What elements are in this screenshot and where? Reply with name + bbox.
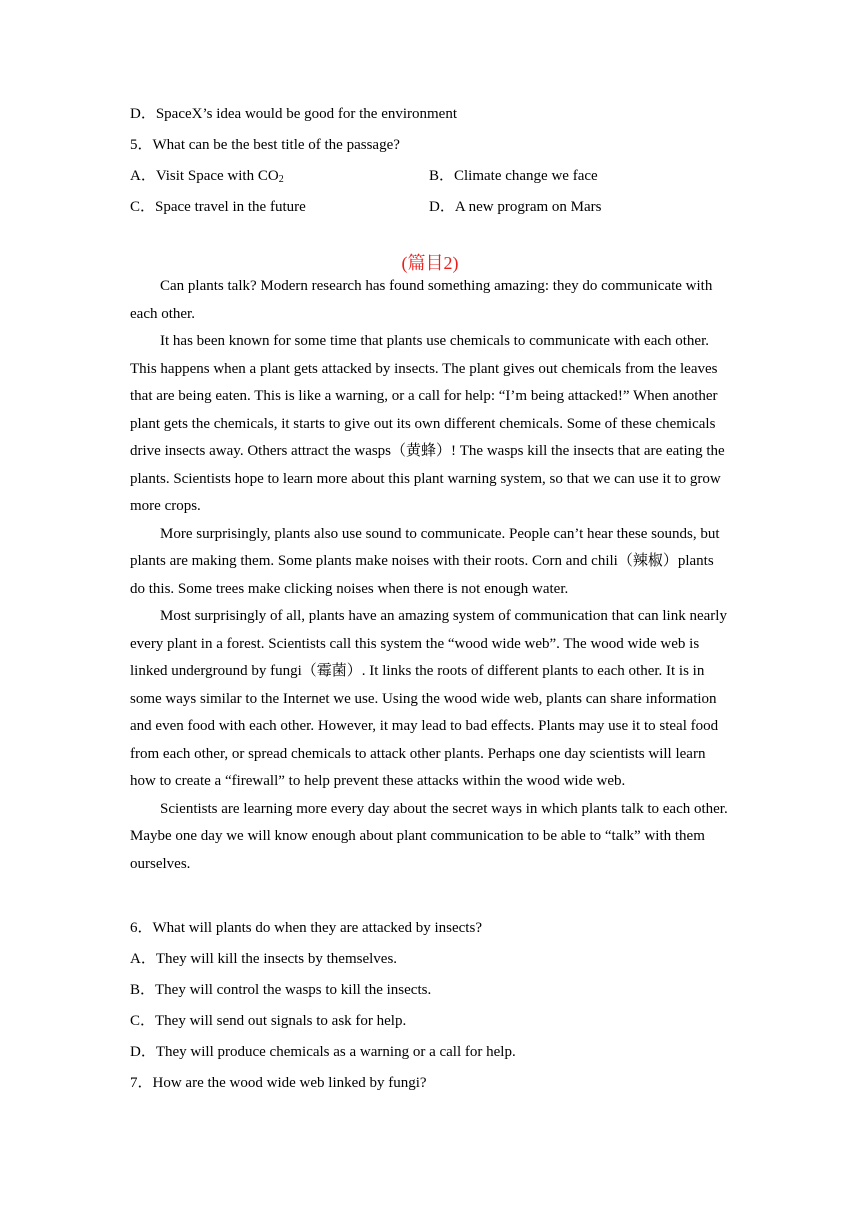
question-7-stem: 7．How are the wood wide web linked by fungi? <box>130 1075 427 1091</box>
question-5-stem: 5．What can be the best title of the passage? <box>130 137 400 153</box>
question-6-stem: 6．What will plants do when they are attacked by insects? <box>130 920 482 936</box>
question-5-option-a <box>130 163 284 191</box>
passage-paragraph: Can plants talk? Modern research has found something amazing: they do communicate with each other. <box>130 278 713 322</box>
prev-question-option-d: D．SpaceX’s idea would be good for the environment <box>130 106 458 122</box>
passage-paragraph: It has been known for some time that plants use chemicals to communicate with each other. This happens when a plant gets attacked by insects. The plant gives out chemicals from the leaves that are being eaten. This is like a warning, or a call for help: “I’m being attacked!” When another plant gets the chemicals, it starts to give out its own different chemicals. Some of these chemicals drive insects away. Others attract the wasps（黄蜂）! The wasps kill the insects that are eating the plants. Scientists hope to learn more about this plant warning system, so that we can use it to grow more crops. <box>130 333 725 514</box>
passage-paragraph: More surprisingly, plants also use sound to communicate. People can’t hear these sounds, but plants are making them. Some plants make noises with their roots. Corn and chili（辣椒）plants do this. Some trees make clicking noises when there is not enough water. <box>130 525 720 597</box>
passage-paragraph: Most surprisingly of all, plants have an amazing system of communication that can link nearly every plant in a forest. Scientists call this system the “wood wide web”. The wood wide web is linked underground by fungi（霉菌）. It links the roots of different plants to each other. It is in some ways similar to the Internet we use. Using the wood wide web, plants can share information and even food with each other. However, it may lead to bad effects. Plants may use it to steal food from each other, or spread chemicals to attack other plants. Perhaps one day scientists will learn how to create a “firewall” to help prevent these attacks within the wood wide web. <box>130 608 727 789</box>
question-5-option-d: D．A new program on Mars <box>429 199 602 215</box>
question-5-option-c: C．Space travel in the future <box>130 199 306 215</box>
option-a-subscript: 2 <box>278 174 284 185</box>
question-6-option-a: A．They will kill the insects by themselves. <box>130 951 398 967</box>
question-6-option-c: C．They will send out signals to ask for help. <box>130 1013 407 1029</box>
question-6-option-d: D．They will produce chemicals as a warning or a call for help. <box>130 1044 516 1060</box>
passage-paragraph: Scientists are learning more every day about the secret ways in which plants talk to each other. Maybe one day we will know enough about plant communication to be able to “talk” with them ourselves. <box>130 800 728 872</box>
option-a-text: A．Visit Space with CO <box>130 168 279 184</box>
question-5-option-b: B．Climate change we face <box>429 168 598 184</box>
section-heading: (篇目2) <box>401 253 459 273</box>
passage-body <box>130 273 732 878</box>
question-6-option-b: B．They will control the wasps to kill the insects. <box>130 982 432 998</box>
